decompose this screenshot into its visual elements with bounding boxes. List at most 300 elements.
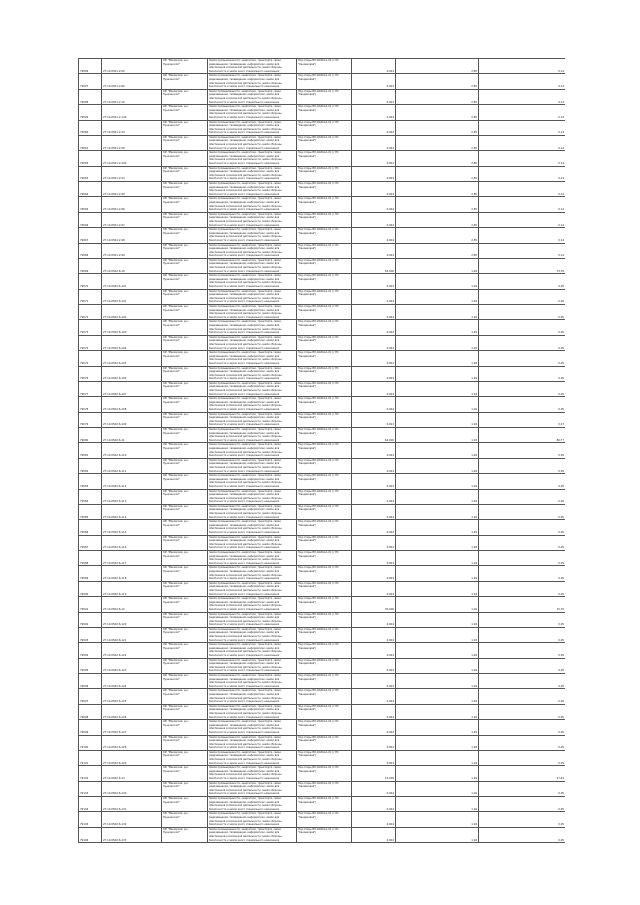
cadastral-cell: 27:14:0502:6-129 (102, 750, 162, 765)
land-category-cell: Земли промышленности, энергетики, транспорта, связи, радиовещания, телевидения, информатики, земли для обеспечения космической деятельности, земли обороны, безопасности и земли иного специального назначения (208, 228, 297, 243)
table-row (79, 474, 566, 489)
land-category-cell: Земли промышленности, энергетики, транспорта, связи, радиовещания, телевидения, информатики, земли для обеспечения космической деятельности, земли обороны, безопасности и земли иного специального назначения (208, 566, 297, 581)
organization-cell: ОФ "Маковская, д.н. Пушкинской" (162, 520, 208, 535)
land-category-cell: Земли промышленности, энергетики, транспорта, связи, радиовещания, телевидения, информатики, земли для обеспечения космической деятельности, земли обороны, безопасности и земли иного специального назначения (208, 812, 297, 827)
record-id-cell: 79082 (79, 458, 102, 473)
land-category-cell: Земли промышленности, энергетики, транспорта, связи, радиовещания, телевидения, информатики, земли для обеспечения космической деятельности, земли обороны, безопасности и земли иного специального назначения (208, 827, 297, 842)
record-id-cell: 79009 (79, 105, 102, 120)
land-category-cell: Земли промышленности, энергетики, транспорта, связи, радиовещания, телевидения, информатики, земли для обеспечения космической деятельности, земли обороны, безопасности и земли иного специального назначения (208, 151, 297, 166)
usage-cell: Под опоры ВЛ-10кВ №1-01 (с ПС "Кандаковая") (297, 597, 352, 612)
usage-cell: Под опоры ВЛ-10кВ №1-01 (с ПС "Кандаковая") (297, 720, 352, 735)
amount-cell: 0,27 (479, 412, 566, 427)
table-row (79, 627, 566, 642)
cadastral-cell: 27:14:0501:2-10 (102, 89, 162, 104)
land-category-cell: Земли промышленности, энергетики, транспорта, связи, радиовещания, телевидения, информатики, земли для обеспечения космической деятельности, земли обороны, безопасности и земли иного специального назначения (208, 797, 297, 812)
usage-cell: Под опоры ВЛ-10кВ №1-01 (с ПС "Кандаковая") (297, 59, 352, 74)
area-cell: 0,004 (352, 504, 396, 519)
organization-cell: ОФ "Маковская, д.н. Пушкинской" (162, 443, 208, 458)
usage-cell: Под опоры ВЛ-10кВ №1-01 (с ПС "Кандаковая") (297, 551, 352, 566)
organization-cell: ОФ "Маковская, д.н. Пушкинской" (162, 59, 208, 74)
rate-cell: 1,94 (396, 566, 479, 581)
record-id-cell: 79095 (79, 658, 102, 673)
record-id-cell: 79091 (79, 597, 102, 612)
amount-cell: 0,14 (479, 166, 566, 181)
usage-cell: Под опоры ВЛ-10кВ №1-01 (с ПС "Кандаковая") (297, 627, 352, 642)
cadastral-cell: 27:14:0501:2-190 (102, 151, 162, 166)
area-cell: 0,004 (352, 228, 396, 243)
rate-cell: 2,85 (396, 120, 479, 135)
area-cell: 0,004 (352, 750, 396, 765)
table-row (79, 458, 566, 473)
amount-cell: 0,05 (479, 289, 566, 304)
organization-cell: ОФ "Маковская, д.н. Пушкинской" (162, 535, 208, 550)
organization-cell: ОФ "Маковская, д.н. Пушкинской" (162, 166, 208, 181)
usage-cell: Под опоры ВЛ-10кВ №1-01 (с ПС "Кандаковая") (297, 674, 352, 689)
area-cell: 0,004 (352, 674, 396, 689)
record-id-cell: 79080 (79, 428, 102, 443)
land-category-cell: Земли промышленности, энергетики, транспорта, связи, радиовещания, телевидения, информатики, земли для обеспечения космической деятельности, земли обороны, безопасности и земли иного специального назначения (208, 735, 297, 750)
usage-cell: Под опоры ВЛ-10кВ №1-01 (с ПС "Кандаковая") (297, 135, 352, 150)
amount-cell: 0,05 (479, 305, 566, 320)
organization-cell: ОФ "Маковская, д.н. Пушкинской" (162, 674, 208, 689)
usage-cell: Под опоры ВЛ-10кВ №1-01 (с ПС "Кандаковая") (297, 381, 352, 396)
record-id-cell: 79062 (79, 151, 102, 166)
organization-cell: ОФ "Маковская, д.н. Пушкинской" (162, 120, 208, 135)
amount-cell: 0,05 (479, 781, 566, 796)
cadastral-cell: 27:14:0502:6-124 (102, 674, 162, 689)
cadastral-cell: 27:14:0502:6-101 (102, 289, 162, 304)
amount-cell: 0,05 (479, 735, 566, 750)
cadastral-cell: 27:14:0501:2-98 (102, 228, 162, 243)
record-id-cell: 79081 (79, 443, 102, 458)
cadastral-cell: 27:14:0502:6-10 (102, 258, 162, 273)
rate-cell: 1,94 (396, 535, 479, 550)
land-category-cell: Земли промышленности, энергетики, транспорта, связи, радиовещания, телевидения, информатики, земли для обеспечения космической деятельности, земли обороны, безопасности и земли иного специального назначения (208, 274, 297, 289)
record-id-cell: 79074 (79, 335, 102, 350)
table-row (79, 781, 566, 796)
rate-cell: 2,85 (396, 59, 479, 74)
usage-cell: Под опоры ВЛ-10кВ №1-01 (с ПС "Кандаковая") (297, 274, 352, 289)
organization-cell: ОФ "Маковская, д.н. Пушкинской" (162, 274, 208, 289)
land-category-cell: Земли промышленности, энергетики, транспорта, связи, радиовещания, телевидения, информатики, земли для обеспечения космической деятельности, земли обороны, безопасности и земли иного специального назначения (208, 105, 297, 120)
cadastral-cell: 27:14:0502:6-123 (102, 658, 162, 673)
amount-cell: 0,14 (479, 105, 566, 120)
cadastral-cell: 27:14:0502:6-127 (102, 720, 162, 735)
rate-cell: 1,94 (396, 397, 479, 412)
cadastral-cell: 27:14:0502:6-105 (102, 351, 162, 366)
organization-cell: ОФ "Маковская, д.н. Пушкинской" (162, 812, 208, 827)
record-id-cell: 79073 (79, 320, 102, 335)
land-category-cell: Земли промышленности, энергетики, транспорта, связи, радиовещания, телевидения, информатики, земли для обеспечения космической деятельности, земли обороны, безопасности и земли иного специального назначения (208, 428, 297, 443)
organization-cell: ОФ "Маковская, д.н. Пушкинской" (162, 612, 208, 627)
cadastral-cell: 27:14:0502:6-111 (102, 458, 162, 473)
amount-cell: 0,14 (479, 228, 566, 243)
cadastral-cell: 27:14:0502:6-133 (102, 827, 162, 842)
record-id-cell: 79064 (79, 182, 102, 197)
table-row (79, 612, 566, 627)
land-category-cell: Земли промышленности, энергетики, транспорта, связи, радиовещания, телевидения, информатики, земли для обеспечения космической деятельности, земли обороны, безопасности и земли иного специального назначения (208, 443, 297, 458)
area-cell: 0,004 (352, 212, 396, 227)
rate-cell: 1,94 (396, 520, 479, 535)
record-id-cell: 79086 (79, 520, 102, 535)
rate-cell: 1,94 (396, 551, 479, 566)
cadastral-cell: 27:14:0502:6-120 (102, 612, 162, 627)
amount-cell: 27,64 (479, 766, 566, 781)
organization-cell: ОФ "Маковская, д.н. Пушкинской" (162, 750, 208, 765)
record-id-cell: 79083 (79, 474, 102, 489)
cadastral-cell: 27:14:0502:6-130 (102, 781, 162, 796)
record-id-cell: 79093 (79, 627, 102, 642)
cadastral-cell: 27:14:0502:6-101 (102, 274, 162, 289)
area-cell: 0,004 (352, 566, 396, 581)
amount-cell: 0,05 (479, 274, 566, 289)
table-row (79, 212, 566, 227)
cadastral-cell: 27:14:0502:6-13 (102, 766, 162, 781)
cadastral-cell: 27:14:0502:6-112 (102, 474, 162, 489)
organization-cell: ОФ "Маковская, д.н. Пушкинской" (162, 643, 208, 658)
cadastral-cell: 27:14:0502:6-119 (102, 581, 162, 596)
area-cell: 0,004 (352, 581, 396, 596)
amount-cell: 0,05 (479, 720, 566, 735)
area-cell: 0,004 (352, 105, 396, 120)
organization-cell: ОФ "Маковская, д.н. Пушкинской" (162, 566, 208, 581)
rate-cell: 1,94 (396, 458, 479, 473)
cadastral-cell: 27:14:0502:6-116 (102, 535, 162, 550)
table-row (79, 89, 566, 104)
usage-cell: Под опоры ВЛ-10кВ №1-01 (с ПС "Кандаковая") (297, 489, 352, 504)
usage-cell: Под опоры ВЛ-10кВ №1-01 (с ПС "Кандаковая") (297, 351, 352, 366)
rate-cell: 1,94 (396, 412, 479, 427)
cadastral-cell: 27:14:0502:6-107 (102, 381, 162, 396)
organization-cell: ОФ "Маковская, д.н. Пушкинской" (162, 597, 208, 612)
usage-cell: Под опоры ВЛ-10кВ №1-01 (с ПС "Кандаковая") (297, 689, 352, 704)
usage-cell: Под опоры ВЛ-10кВ №1-01 (с ПС "Кандаковая") (297, 566, 352, 581)
usage-cell: Под опоры ВЛ-10кВ №1-01 (с ПС "Кандаковая") (297, 797, 352, 812)
cadastral-cell: 27:14:0502:6-132 (102, 812, 162, 827)
record-id-cell: 79092 (79, 612, 102, 627)
amount-cell: 0,05 (479, 443, 566, 458)
table-row (79, 366, 566, 381)
area-cell: 0,004 (352, 812, 396, 827)
amount-cell: 0,14 (479, 182, 566, 197)
amount-cell: 0,05 (479, 551, 566, 566)
amount-cell: 0,14 (479, 74, 566, 89)
organization-cell: ОФ "Маковская, д.н. Пушкинской" (162, 151, 208, 166)
amount-cell: 0,05 (479, 366, 566, 381)
rate-cell: 2,85 (396, 105, 479, 120)
record-id-cell: 79063 (79, 166, 102, 181)
record-id-cell: 79084 (79, 489, 102, 504)
amount-cell: 0,05 (479, 351, 566, 366)
record-id-cell: 79085 (79, 504, 102, 519)
area-cell: 0,004 (352, 197, 396, 212)
table-row (79, 105, 566, 120)
cadastral-cell: 27:14:0501:2-99 (102, 243, 162, 258)
area-cell: 0,004 (352, 827, 396, 842)
table-row (79, 289, 566, 304)
land-category-cell: Земли промышленности, энергетики, транспорта, связи, радиовещания, телевидения, информатики, земли для обеспечения космической деятельности, земли обороны, безопасности и земли иного специального назначения (208, 474, 297, 489)
usage-cell: Под опоры ВЛ-10кВ №1-01 (с ПС "Кандаковая") (297, 458, 352, 473)
record-id-cell: 79066 (79, 212, 102, 227)
table-row (79, 166, 566, 181)
cadastral-cell: 27:14:0501:2-54 (102, 166, 162, 181)
area-cell: 0,004 (352, 274, 396, 289)
amount-cell: 0,05 (479, 627, 566, 642)
amount-cell: 0,05 (479, 674, 566, 689)
land-category-cell: Земли промышленности, энергетики, транспорта, связи, радиовещания, телевидения, информатики, земли для обеспечения космической деятельности, земли обороны, безопасности и земли иного специального назначения (208, 59, 297, 74)
area-cell: 30,000 (352, 597, 396, 612)
table-row (79, 827, 566, 842)
record-id-cell: 79007 (79, 74, 102, 89)
land-category-cell: Земли промышленности, энергетики, транспорта, связи, радиовещания, телевидения, информатики, земли для обеспечения космической деятельности, земли обороны, безопасности и земли иного специального назначения (208, 504, 297, 519)
land-category-cell: Земли промышленности, энергетики, транспорта, связи, радиовещания, телевидения, информатики, земли для обеспечения космической деятельности, земли обороны, безопасности и земли иного специального назначения (208, 535, 297, 550)
record-id-cell: 79071 (79, 289, 102, 304)
rate-cell: 1,94 (396, 689, 479, 704)
cadastral-cell: 27:14:0502:6-131 (102, 797, 162, 812)
organization-cell: ОФ "Маковская, д.н. Пушкинской" (162, 458, 208, 473)
rate-cell: 1,94 (396, 797, 479, 812)
record-id-cell: 79076 (79, 366, 102, 381)
record-id-cell: 79087 (79, 535, 102, 550)
table-row (79, 797, 566, 812)
cadastral-cell: 27:14:0502:6-11 (102, 428, 162, 443)
organization-cell: ОФ "Маковская, д.н. Пушкинской" (162, 305, 208, 320)
area-cell: 0,004 (352, 182, 396, 197)
area-cell: 0,004 (352, 520, 396, 535)
land-category-cell: Земли промышленности, энергетики, транспорта, связи, радиовещания, телевидения, информатики, земли для обеспечения космической деятельности, земли обороны, безопасности и земли иного специального назначения (208, 381, 297, 396)
cadastral-cell: 27:14:0502:6-115 (102, 520, 162, 535)
organization-cell: ОФ "Маковская, д.н. Пушкинской" (162, 428, 208, 443)
record-id-cell: 79008 (79, 89, 102, 104)
land-category-cell: Земли промышленности, энергетики, транспорта, связи, радиовещания, телевидения, информатики, земли для обеспечения космической деятельности, земли обороны, безопасности и земли иного специального назначения (208, 289, 297, 304)
land-category-cell: Земли промышленности, энергетики, транспорта, связи, радиовещания, телевидения, информатики, земли для обеспечения космической деятельности, земли обороны, безопасности и земли иного специального назначения (208, 412, 297, 427)
table-row (79, 689, 566, 704)
area-cell: 64,000 (352, 428, 396, 443)
area-cell: 0,004 (352, 781, 396, 796)
rate-cell: 2,85 (396, 89, 479, 104)
land-category-cell: Земли промышленности, энергетики, транспорта, связи, радиовещания, телевидения, информатики, земли для обеспечения космической деятельности, земли обороны, безопасности и земли иного специального назначения (208, 612, 297, 627)
usage-cell: Под опоры ВЛ-10кВ №1-01 (с ПС "Кандаковая") (297, 182, 352, 197)
organization-cell: ОФ "Маковская, д.н. Пушкинской" (162, 827, 208, 842)
amount-cell: 0,05 (479, 704, 566, 719)
land-category-cell: Земли промышленности, энергетики, транспорта, связи, радиовещания, телевидения, информатики, земли для обеспечения космической деятельности, земли обороны, безопасности и земли иного специального назначения (208, 597, 297, 612)
cadastral-cell: 27:14:0502:6-117 (102, 551, 162, 566)
cadastral-cell: 27:14:0502:6-118 (102, 566, 162, 581)
usage-cell: Под опоры ВЛ-10кВ №1-01 (с ПС "Кандаковая") (297, 704, 352, 719)
usage-cell: Под опоры ВЛ-10кВ №1-01 (с ПС "Кандаковая") (297, 643, 352, 658)
cadastral-cell: 27:14:0502:6-125 (102, 689, 162, 704)
organization-cell: ОФ "Маковская, д.н. Пушкинской" (162, 627, 208, 642)
cadastral-cell: 27:14:0502:6-104 (102, 335, 162, 350)
land-category-cell: Земли промышленности, энергетики, транспорта, связи, радиовещания, телевидения, информатики, земли для обеспечения космической деятельности, земли обороны, безопасности и земли иного специального назначения (208, 89, 297, 104)
area-cell: 0,004 (352, 397, 396, 412)
usage-cell: Под опоры ВЛ-10кВ №1-01 (с ПС "Кандаковая") (297, 74, 352, 89)
table-row (79, 243, 566, 258)
table-row (79, 489, 566, 504)
amount-cell: 0,05 (479, 335, 566, 350)
area-cell: 0,004 (352, 474, 396, 489)
usage-cell: Под опоры ВЛ-10кВ №1-01 (с ПС "Кандаковая") (297, 812, 352, 827)
land-category-cell: Земли промышленности, энергетики, транспорта, связи, радиовещания, телевидения, информатики, земли для обеспечения космической деятельности, земли обороны, безопасности и земли иного специального назначения (208, 366, 297, 381)
area-cell: 0,004 (352, 612, 396, 627)
record-id-cell: 79090 (79, 581, 102, 596)
record-id-cell: 79072 (79, 305, 102, 320)
table-row (79, 597, 566, 612)
usage-cell: Под опоры ВЛ-10кВ №1-01 (с ПС "Кандаковая") (297, 228, 352, 243)
area-cell: 0,004 (352, 320, 396, 335)
usage-cell: Под опоры ВЛ-10кВ №1-01 (с ПС "Кандаковая") (297, 397, 352, 412)
record-id-cell: 79077 (79, 381, 102, 396)
area-cell: 0,004 (352, 720, 396, 735)
record-id-cell: 79068 (79, 243, 102, 258)
table-row (79, 182, 566, 197)
table-row (79, 74, 566, 89)
organization-cell: ОФ "Маковская, д.н. Пушкинской" (162, 105, 208, 120)
organization-cell: ОФ "Маковская, д.н. Пушкинской" (162, 397, 208, 412)
rate-cell: 2,85 (396, 151, 479, 166)
cadastral-cell: 27:14:0502:6-110 (102, 443, 162, 458)
table-row (79, 228, 566, 243)
table-row (79, 750, 566, 765)
land-category-cell: Земли промышленности, энергетики, транспорта, связи, радиовещания, телевидения, информатики, земли для обеспечения космической деятельности, земли обороны, безопасности и земли иного специального назначения (208, 135, 297, 150)
organization-cell: ОФ "Маковская, д.н. Пушкинской" (162, 289, 208, 304)
usage-cell: Под опоры ВЛ-10кВ №1-01 (с ПС "Кандаковая") (297, 335, 352, 350)
record-id-cell: 79089 (79, 566, 102, 581)
record-id-cell: 79099 (79, 720, 102, 735)
cadastral-cell: 27:14:0502:6-12 (102, 597, 162, 612)
usage-cell: Под опоры ВЛ-10кВ №1-01 (с ПС "Кандаковая") (297, 781, 352, 796)
register-sheet (78, 58, 565, 853)
land-category-cell: Земли промышленности, энергетики, транспорта, связи, радиовещания, телевидения, информатики, земли для обеспечения космической деятельности, земли обороны, безопасности и земли иного специального назначения (208, 120, 297, 135)
cadastral-cell: 27:14:0502:6-121 (102, 627, 162, 642)
cadastral-cell: 27:14:0502:6-114 (102, 504, 162, 519)
rate-cell: 1,94 (396, 351, 479, 366)
amount-cell: 0,14 (479, 59, 566, 74)
organization-cell: ОФ "Маковская, д.н. Пушкинской" (162, 581, 208, 596)
usage-cell: Под опоры ВЛ-10кВ №1-01 (с ПС "Кандаковая") (297, 320, 352, 335)
area-cell: 0,004 (352, 704, 396, 719)
land-category-cell: Земли промышленности, энергетики, транспорта, связи, радиовещания, телевидения, информатики, земли для обеспечения космической деятельности, земли обороны, безопасности и земли иного специального назначения (208, 458, 297, 473)
amount-cell: 0,05 (479, 797, 566, 812)
amount-cell: 0,05 (479, 827, 566, 842)
land-category-cell: Земли промышленности, энергетики, транспорта, связи, радиовещания, телевидения, информатики, земли для обеспечения космической деятельности, земли обороны, безопасности и земли иного специального назначения (208, 489, 297, 504)
cadastral-cell: 27:14:0502:6-103 (102, 320, 162, 335)
table-row (79, 704, 566, 719)
organization-cell: ОФ "Маковская, д.н. Пушкинской" (162, 689, 208, 704)
cadastral-cell: 27:14:0502:6-122 (102, 643, 162, 658)
usage-cell: Под опоры ВЛ-10кВ №1-01 (с ПС "Кандаковая") (297, 750, 352, 765)
organization-cell: ОФ "Маковская, д.н. Пушкинской" (162, 504, 208, 519)
organization-cell: ОФ "Маковская, д.н. Пушкинской" (162, 797, 208, 812)
area-cell: 0,004 (352, 627, 396, 642)
rate-cell: 1,94 (396, 581, 479, 596)
table-row (79, 274, 566, 289)
amount-cell: 0,05 (479, 520, 566, 535)
rate-cell: 1,94 (396, 643, 479, 658)
land-category-cell: Земли промышленности, энергетики, транспорта, связи, радиовещания, телевидения, информатики, земли для обеспечения космической деятельности, земли обороны, безопасности и земли иного специального назначения (208, 643, 297, 658)
record-id-cell: 79098 (79, 704, 102, 719)
land-category-cell: Земли промышленности, энергетики, транспорта, связи, радиовещания, телевидения, информатики, земли для обеспечения космической деятельности, земли обороны, безопасности и земли иного специального назначения (208, 305, 297, 320)
amount-cell: 86,77 (479, 428, 566, 443)
cadastral-cell: 27:14:0502:6-108 (102, 397, 162, 412)
land-category-cell: Земли промышленности, энергетики, транспорта, связи, радиовещания, телевидения, информатики, земли для обеспечения космической деятельности, земли обороны, безопасности и земли иного специального назначения (208, 781, 297, 796)
record-id-cell: 79067 (79, 228, 102, 243)
organization-cell: ОФ "Маковская, д.н. Пушкинской" (162, 735, 208, 750)
rate-cell: 1,94 (396, 658, 479, 673)
organization-cell: ОФ "Маковская, д.н. Пушкинской" (162, 489, 208, 504)
rate-cell: 1,94 (396, 627, 479, 642)
record-id-cell: 79075 (79, 351, 102, 366)
area-cell: 0,004 (352, 59, 396, 74)
land-category-cell: Земли промышленности, энергетики, транспорта, связи, радиовещания, телевидения, информатики, земли для обеспечения космической деятельности, земли обороны, безопасности и земли иного специального назначения (208, 627, 297, 642)
rate-cell: 1,94 (396, 597, 479, 612)
area-cell: 10,000 (352, 766, 396, 781)
area-cell: 0,004 (352, 89, 396, 104)
table-row (79, 520, 566, 535)
land-category-cell: Земли промышленности, энергетики, транспорта, связи, радиовещания, телевидения, информатики, земли для обеспечения космической деятельности, земли обороны, безопасности и земли иного специального назначения (208, 166, 297, 181)
record-id-cell: 79079 (79, 412, 102, 427)
rate-cell: 2,85 (396, 243, 479, 258)
rate-cell: 1,94 (396, 504, 479, 519)
amount-cell: 0,05 (479, 474, 566, 489)
amount-cell: 0,05 (479, 643, 566, 658)
area-cell: 0,004 (352, 458, 396, 473)
usage-cell: Под опоры ВЛ-10кВ №1-01 (с ПС "Кандаковая") (297, 197, 352, 212)
organization-cell: ОФ "Маковская, д.н. Пушкинской" (162, 320, 208, 335)
land-category-cell: Земли промышленности, энергетики, транспорта, связи, радиовещания, телевидения, информатики, земли для обеспечения космической деятельности, земли обороны, безопасности и земли иного специального назначения (208, 335, 297, 350)
usage-cell: Под опоры ВЛ-10кВ №1-01 (с ПС "Кандаковая") (297, 535, 352, 550)
cadastral-cell: 27:14:0501:2-58 (102, 135, 162, 150)
organization-cell: ОФ "Маковская, д.н. Пушкинской" (162, 74, 208, 89)
area-cell: 0,004 (352, 551, 396, 566)
table-row (79, 643, 566, 658)
rate-cell: 1,94 (396, 489, 479, 504)
rate-cell: 1,94 (396, 674, 479, 689)
land-category-cell: Земли промышленности, энергетики, транспорта, связи, радиовещания, телевидения, информатики, земли для обеспечения космической деятельности, земли обороны, безопасности и земли иного специального назначения (208, 397, 297, 412)
rate-cell: 2,85 (396, 166, 479, 181)
table-row (79, 766, 566, 781)
usage-cell: Под опоры ВЛ-10кВ №1-01 (с ПС "Кандаковая") (297, 658, 352, 673)
table-row (79, 305, 566, 320)
organization-cell: ОФ "Маковская, д.н. Пушкинской" (162, 243, 208, 258)
usage-cell: Под опоры ВЛ-10кВ №1-01 (с ПС "Кандаковая") (297, 735, 352, 750)
organization-cell: ОФ "Маковская, д.н. Пушкинской" (162, 212, 208, 227)
organization-cell: ОФ "Маковская, д.н. Пушкинской" (162, 412, 208, 427)
organization-cell: ОФ "Маковская, д.н. Пушкинской" (162, 258, 208, 273)
cadastral-cell: 27:14:0501:2-140 (102, 105, 162, 120)
area-cell: 0,004 (352, 797, 396, 812)
rate-cell: 1,94 (396, 381, 479, 396)
cadastral-cell: 27:14:0501:2-00 (102, 59, 162, 74)
table-row (79, 566, 566, 581)
cadastral-cell: 27:14:0502:6-126 (102, 704, 162, 719)
usage-cell: Под опоры ВЛ-10кВ №1-01 (с ПС "Кандаковая") (297, 428, 352, 443)
area-cell: 0,004 (352, 535, 396, 550)
usage-cell: Под опоры ВЛ-10кВ №1-01 (с ПС "Кандаковая") (297, 105, 352, 120)
record-id-cell: 79100 (79, 735, 102, 750)
cadastral-cell: 27:14:0501:2-99 (102, 182, 162, 197)
land-category-cell: Земли промышленности, энергетики, транспорта, связи, радиовещания, телевидения, информатики, земли для обеспечения космической деятельности, земли обороны, безопасности и земли иного специального назначения (208, 704, 297, 719)
record-id-cell: 79096 (79, 674, 102, 689)
rate-cell: 1,94 (396, 320, 479, 335)
usage-cell: Под опоры ВЛ-10кВ №1-01 (с ПС "Кандаковая") (297, 120, 352, 135)
amount-cell: 0,05 (479, 320, 566, 335)
table-row (79, 428, 566, 443)
land-category-cell: Земли промышленности, энергетики, транспорта, связи, радиовещания, телевидения, информатики, земли для обеспечения космической деятельности, земли обороны, безопасности и земли иного специального назначения (208, 74, 297, 89)
land-category-cell: Земли промышленности, энергетики, транспорта, связи, радиовещания, телевидения, информатики, земли для обеспечения космической деятельности, земли обороны, безопасности и земли иного специального назначения (208, 720, 297, 735)
area-cell: 0,022 (352, 412, 396, 427)
organization-cell: ОФ "Маковская, д.н. Пушкинской" (162, 135, 208, 150)
